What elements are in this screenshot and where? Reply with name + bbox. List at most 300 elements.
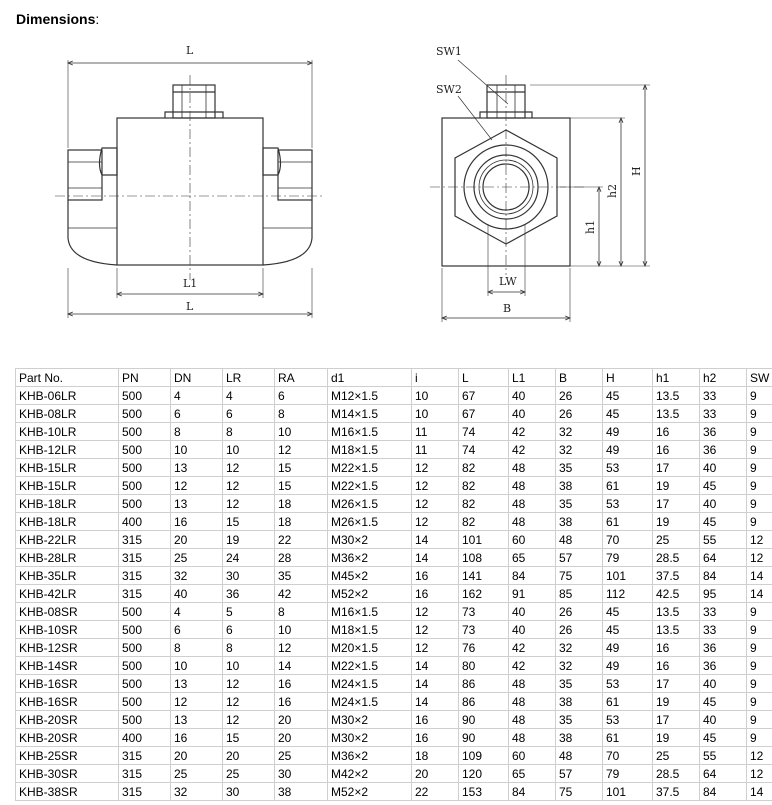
table-cell: 12 (412, 621, 459, 639)
dimension-drawing (0, 30, 772, 330)
table-cell: M22×1.5 (328, 477, 412, 495)
table-cell: M30×2 (328, 531, 412, 549)
column-header: B (556, 369, 603, 387)
table-cell: M30×2 (328, 729, 412, 747)
table-cell: 38 (556, 477, 603, 495)
table-cell: 9 (747, 639, 772, 657)
table-cell: 120 (459, 765, 509, 783)
table-cell: 6 (275, 387, 328, 405)
table-cell: 20 (171, 531, 223, 549)
table-cell: 9 (747, 495, 772, 513)
table-cell: 25 (653, 531, 700, 549)
table-cell: 53 (603, 459, 653, 477)
table-cell: 8 (223, 639, 275, 657)
table-cell: 14 (747, 567, 772, 585)
table-cell: 12 (412, 639, 459, 657)
table-cell: 40 (700, 711, 747, 729)
table-cell: 14 (275, 657, 328, 675)
table-row (16, 387, 772, 405)
table-cell: 6 (171, 405, 223, 423)
label-LW: LW (499, 275, 517, 288)
table-cell: 10 (275, 423, 328, 441)
table-cell: KHB-25SR (16, 747, 119, 765)
table-cell: KHB-28LR (16, 549, 119, 567)
table-cell: 13.5 (653, 621, 700, 639)
table-cell: 25 (171, 549, 223, 567)
table-cell: KHB-10LR (16, 423, 119, 441)
column-header: L1 (509, 369, 556, 387)
table-cell: 38 (556, 513, 603, 531)
table-row (16, 675, 772, 693)
table-cell: 8 (171, 639, 223, 657)
table-cell: 22 (412, 783, 459, 801)
table-cell: 20 (275, 711, 328, 729)
table-cell: 11 (412, 423, 459, 441)
table-cell: 500 (119, 441, 171, 459)
table-cell: 45 (603, 405, 653, 423)
table-cell: 90 (459, 711, 509, 729)
table-cell: M20×1.5 (328, 639, 412, 657)
table-cell: 75 (556, 567, 603, 585)
table-cell: M42×2 (328, 765, 412, 783)
table-cell: 12 (275, 639, 328, 657)
table-cell: 10 (171, 657, 223, 675)
table-cell: KHB-18LR (16, 495, 119, 513)
table-cell: 25 (223, 765, 275, 783)
table-cell: 16 (171, 513, 223, 531)
table-cell: 35 (556, 495, 603, 513)
table-row (16, 639, 772, 657)
table-cell: 26 (556, 387, 603, 405)
table-cell: 19 (653, 729, 700, 747)
table-cell: 17 (653, 495, 700, 513)
table-cell: 48 (509, 675, 556, 693)
table-cell: KHB-16SR (16, 693, 119, 711)
table-cell: 33 (700, 603, 747, 621)
table-cell: 45 (700, 729, 747, 747)
table-cell: 9 (747, 711, 772, 729)
table-cell: 16 (653, 639, 700, 657)
table-cell: 79 (603, 549, 653, 567)
table-cell: 40 (700, 459, 747, 477)
table-cell: M36×2 (328, 747, 412, 765)
table-cell: KHB-22LR (16, 531, 119, 549)
table-cell: M26×1.5 (328, 513, 412, 531)
table-cell: KHB-12SR (16, 639, 119, 657)
table-row (16, 423, 772, 441)
table-cell: 42 (275, 585, 328, 603)
table-cell: 36 (700, 441, 747, 459)
table-cell: 101 (459, 531, 509, 549)
table-cell: 73 (459, 621, 509, 639)
table-cell: 500 (119, 693, 171, 711)
table-row (16, 747, 772, 765)
table-cell: 20 (223, 747, 275, 765)
table-cell: 11 (412, 441, 459, 459)
table-cell: 35 (275, 567, 328, 585)
table-cell: M22×1.5 (328, 657, 412, 675)
table-cell: 32 (171, 567, 223, 585)
table-cell: 16 (171, 729, 223, 747)
table-cell: 12 (223, 459, 275, 477)
table-cell: 9 (747, 657, 772, 675)
table-cell: 14 (412, 693, 459, 711)
table-cell: 48 (509, 513, 556, 531)
table-cell: 109 (459, 747, 509, 765)
table-cell: M52×2 (328, 783, 412, 801)
table-cell: 35 (556, 675, 603, 693)
table-cell: 12 (747, 747, 772, 765)
table-cell: 12 (412, 477, 459, 495)
table-cell: 53 (603, 711, 653, 729)
table-cell: 12 (223, 495, 275, 513)
table-cell: 16 (653, 441, 700, 459)
table-cell: 42.5 (653, 585, 700, 603)
table-cell: 26 (556, 621, 603, 639)
table-cell: 8 (275, 405, 328, 423)
table-cell: 84 (509, 783, 556, 801)
table-cell: 16 (653, 657, 700, 675)
table-cell: 48 (556, 747, 603, 765)
table-cell: 30 (223, 783, 275, 801)
table-cell: 13 (171, 459, 223, 477)
table-cell: 315 (119, 747, 171, 765)
table-cell: 20 (171, 747, 223, 765)
table-cell: 10 (275, 621, 328, 639)
column-header: H (603, 369, 653, 387)
table-cell: 25 (653, 747, 700, 765)
table-cell: 13 (171, 711, 223, 729)
table-cell: 108 (459, 549, 509, 567)
table-cell: 61 (603, 729, 653, 747)
table-cell: 400 (119, 513, 171, 531)
table-cell: 32 (556, 657, 603, 675)
table-cell: 95 (700, 585, 747, 603)
table-cell: 12 (412, 459, 459, 477)
table-cell: 6 (223, 405, 275, 423)
table-cell: 14 (412, 675, 459, 693)
table-cell: 82 (459, 513, 509, 531)
table-cell: 16 (275, 675, 328, 693)
table-cell: 19 (653, 693, 700, 711)
table-cell: 45 (603, 621, 653, 639)
table-row (16, 693, 772, 711)
table-cell: KHB-08SR (16, 603, 119, 621)
table-cell: 16 (412, 729, 459, 747)
table-cell: 26 (556, 405, 603, 423)
table-cell: 16 (412, 567, 459, 585)
table-cell: KHB-16SR (16, 675, 119, 693)
table-cell: 162 (459, 585, 509, 603)
table-cell: M16×1.5 (328, 423, 412, 441)
table-cell: M18×1.5 (328, 621, 412, 639)
table-cell: 101 (603, 567, 653, 585)
label-L1: L1 (183, 277, 198, 290)
table-row (16, 549, 772, 567)
table-cell: 82 (459, 459, 509, 477)
table-cell: M30×2 (328, 711, 412, 729)
table-row (16, 567, 772, 585)
table-cell: KHB-38SR (16, 783, 119, 801)
table-cell: 75 (556, 783, 603, 801)
table-cell: 35 (556, 711, 603, 729)
label-L-top: L (186, 44, 194, 57)
table-cell: 65 (509, 549, 556, 567)
table-cell: 14 (412, 549, 459, 567)
table-cell: 18 (275, 495, 328, 513)
table-cell: 28 (275, 549, 328, 567)
table-cell: 16 (412, 711, 459, 729)
column-header: d1 (328, 369, 412, 387)
table-header (16, 369, 772, 387)
table-cell: 15 (223, 513, 275, 531)
table-cell: 70 (603, 747, 653, 765)
label-L-bottom: L (186, 300, 194, 313)
table-cell: 36 (700, 657, 747, 675)
table-cell: 42 (509, 657, 556, 675)
table-cell: 60 (509, 531, 556, 549)
table-cell: 12 (275, 441, 328, 459)
table-cell: KHB-20SR (16, 711, 119, 729)
table-cell: 500 (119, 639, 171, 657)
table-cell: 5 (223, 603, 275, 621)
table-cell: 500 (119, 711, 171, 729)
table-cell: M16×1.5 (328, 603, 412, 621)
column-header: h1 (653, 369, 700, 387)
table-cell: 16 (412, 585, 459, 603)
table-cell: 500 (119, 405, 171, 423)
table-cell: 13 (171, 675, 223, 693)
table-cell: 84 (700, 567, 747, 585)
table-row (16, 783, 772, 801)
table-cell: 90 (459, 729, 509, 747)
table-cell: 8 (275, 603, 328, 621)
table-cell: 12 (412, 603, 459, 621)
table-row (16, 459, 772, 477)
table-cell: 33 (700, 387, 747, 405)
table-cell: 30 (275, 765, 328, 783)
table-cell: 49 (603, 423, 653, 441)
table-cell: 61 (603, 693, 653, 711)
table-cell: 112 (603, 585, 653, 603)
table-cell: 64 (700, 765, 747, 783)
table-cell: KHB-20SR (16, 729, 119, 747)
table-cell: 45 (603, 603, 653, 621)
table-cell: KHB-35LR (16, 567, 119, 585)
table-cell: 42 (509, 441, 556, 459)
table-cell: 10 (171, 441, 223, 459)
table-cell: KHB-10SR (16, 621, 119, 639)
table-cell: 4 (171, 387, 223, 405)
table-cell: 500 (119, 459, 171, 477)
table-cell: 53 (603, 675, 653, 693)
table-cell: 9 (747, 387, 772, 405)
table-cell: 15 (223, 729, 275, 747)
table-cell: 500 (119, 675, 171, 693)
table-cell: M22×1.5 (328, 459, 412, 477)
label-H: H (630, 166, 643, 176)
table-cell: 315 (119, 531, 171, 549)
table-cell: 9 (747, 675, 772, 693)
table-cell: 67 (459, 405, 509, 423)
table-cell: 74 (459, 441, 509, 459)
column-header: DN (171, 369, 223, 387)
table-cell: 70 (603, 531, 653, 549)
table-cell: 12 (223, 711, 275, 729)
table-cell: 42 (509, 639, 556, 657)
table-cell: 13.5 (653, 603, 700, 621)
table-cell: 84 (700, 783, 747, 801)
table-cell: 86 (459, 675, 509, 693)
table-cell: 10 (223, 657, 275, 675)
table-cell: KHB-42LR (16, 585, 119, 603)
table-cell: 32 (171, 783, 223, 801)
table-cell: 45 (700, 513, 747, 531)
table-cell: 6 (223, 621, 275, 639)
table-row (16, 531, 772, 549)
table-cell: 48 (509, 693, 556, 711)
table-cell: 12 (223, 477, 275, 495)
table-cell: 141 (459, 567, 509, 585)
table-cell: M26×1.5 (328, 495, 412, 513)
table-cell: KHB-15LR (16, 477, 119, 495)
table-cell: 4 (171, 603, 223, 621)
table-row (16, 477, 772, 495)
table-cell: 42 (509, 423, 556, 441)
table-cell: KHB-14SR (16, 657, 119, 675)
table-cell: 40 (509, 405, 556, 423)
table-cell: 53 (603, 495, 653, 513)
table-cell: 14 (412, 657, 459, 675)
table-cell: 61 (603, 513, 653, 531)
table-cell: 500 (119, 387, 171, 405)
table-cell: 16 (275, 693, 328, 711)
column-header: i (412, 369, 459, 387)
table-cell: 64 (700, 549, 747, 567)
table-cell: 49 (603, 657, 653, 675)
table-cell: KHB-08LR (16, 405, 119, 423)
table-cell: 9 (747, 405, 772, 423)
table-cell: 49 (603, 639, 653, 657)
table-cell: 76 (459, 639, 509, 657)
table-row (16, 729, 772, 747)
column-header: PN (119, 369, 171, 387)
table-cell: 48 (509, 711, 556, 729)
table-cell: 315 (119, 549, 171, 567)
table-cell: 25 (275, 747, 328, 765)
table-cell: 38 (556, 729, 603, 747)
table-cell: 10 (223, 441, 275, 459)
label-h2: h2 (606, 183, 619, 198)
table-cell: 67 (459, 387, 509, 405)
column-header: SW (747, 369, 772, 387)
table-cell: M45×2 (328, 567, 412, 585)
table-cell: 19 (223, 531, 275, 549)
table-cell: 19 (653, 513, 700, 531)
table-cell: 500 (119, 621, 171, 639)
table-cell: 9 (747, 693, 772, 711)
table-cell: 25 (171, 765, 223, 783)
table-cell: 9 (747, 423, 772, 441)
table-cell: 6 (171, 621, 223, 639)
table-cell: 19 (653, 477, 700, 495)
table-cell: 15 (275, 477, 328, 495)
table-cell: 40 (509, 387, 556, 405)
table-cell: KHB-15LR (16, 459, 119, 477)
table-cell: 315 (119, 765, 171, 783)
table-row (16, 495, 772, 513)
table-cell: 49 (603, 441, 653, 459)
table-cell: 500 (119, 495, 171, 513)
table-cell: 36 (700, 423, 747, 441)
table-cell: 13 (171, 495, 223, 513)
table-cell: 153 (459, 783, 509, 801)
table-cell: 9 (747, 603, 772, 621)
table-cell: 32 (556, 441, 603, 459)
table-cell: 80 (459, 657, 509, 675)
table-body (16, 387, 772, 801)
table-row (16, 657, 772, 675)
table-cell: 84 (509, 567, 556, 585)
table-cell: 38 (275, 783, 328, 801)
table-cell: 48 (556, 531, 603, 549)
table-cell: 37.5 (653, 567, 700, 585)
table-row (16, 603, 772, 621)
table-cell: 32 (556, 639, 603, 657)
table-cell: KHB-06LR (16, 387, 119, 405)
table-cell: 73 (459, 603, 509, 621)
table-cell: 22 (275, 531, 328, 549)
table-cell: 20 (412, 765, 459, 783)
table-cell: 12 (747, 549, 772, 567)
table-cell: 35 (556, 459, 603, 477)
table-cell: 12 (412, 495, 459, 513)
table-cell: 28.5 (653, 765, 700, 783)
table-cell: 12 (171, 477, 223, 495)
table-cell: 45 (603, 387, 653, 405)
table-cell: 40 (509, 621, 556, 639)
table-cell: 57 (556, 549, 603, 567)
table-cell: 12 (223, 675, 275, 693)
table-cell: M12×1.5 (328, 387, 412, 405)
table-cell: 500 (119, 423, 171, 441)
table-cell: 10 (412, 387, 459, 405)
table-cell: 12 (412, 513, 459, 531)
table-cell: 12 (747, 765, 772, 783)
table-cell: KHB-12LR (16, 441, 119, 459)
table-cell: 48 (509, 495, 556, 513)
table-cell: 45 (700, 477, 747, 495)
table-cell: 40 (171, 585, 223, 603)
table-cell: 9 (747, 477, 772, 495)
table-cell: 9 (747, 729, 772, 747)
table-cell: 14 (412, 531, 459, 549)
table-cell: 28.5 (653, 549, 700, 567)
table-cell: 18 (275, 513, 328, 531)
table-cell: 101 (603, 783, 653, 801)
column-header: L (459, 369, 509, 387)
table-cell: 32 (556, 423, 603, 441)
label-h1: h1 (584, 219, 597, 234)
table-cell: 20 (275, 729, 328, 747)
table-cell: 85 (556, 585, 603, 603)
table-row (16, 765, 772, 783)
table-cell: 36 (700, 639, 747, 657)
table-cell: 9 (747, 513, 772, 531)
table-cell: 24 (223, 549, 275, 567)
table-cell: 36 (223, 585, 275, 603)
table-cell: 86 (459, 693, 509, 711)
